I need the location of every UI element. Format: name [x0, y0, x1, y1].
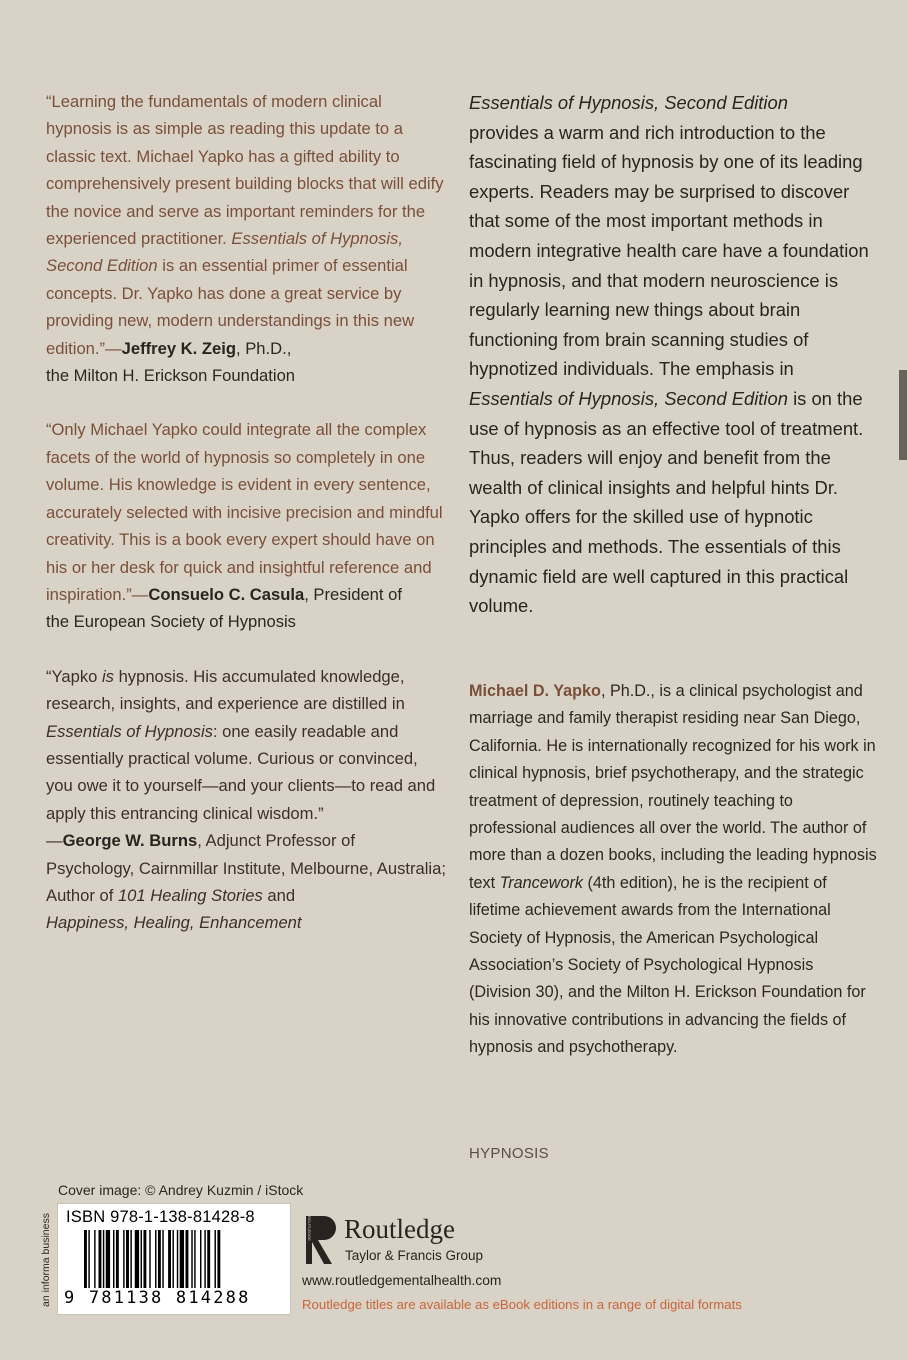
bio-text: (4th edition), he is the recipient of lifetime achievement awards from the International Society of Hypnosis, the American Psychological Association’s Society of Psychological Hypnosis (Division 30), and the Milton H. Erickson Foundation for his innovative contributions in advancing the fields of hypnosis and psychotherapy.: [469, 873, 866, 1057]
quote-affiliation: the European Society of Hypnosis: [46, 612, 296, 632]
quote-author: Jeffrey K. Zeig: [121, 338, 236, 358]
barcode-bar: [194, 1230, 195, 1288]
publisher-name: Routledge: [344, 1214, 455, 1244]
quote-author: George W. Burns: [62, 831, 198, 851]
barcode-bar: [143, 1230, 146, 1288]
barcode-bar: [204, 1230, 205, 1288]
barcode-bar: [103, 1230, 104, 1288]
quote-text: “Only Michael Yapko could integrate all the complex facets of the world of hypnosis so completely in one volume. His knowledge is evident in every sentence, accurately selected with incisive precision and mindful creativity. This is a book every expert should have on his or her desk for quick and insightful reference and inspiration.”—: [46, 420, 443, 604]
barcode-bar: [135, 1230, 139, 1288]
quote-text: and: [262, 885, 296, 905]
informa-label: [38, 1206, 54, 1314]
quote-emphasis: is: [101, 666, 114, 686]
barcode-bar: [94, 1230, 95, 1288]
barcode-bar: [116, 1230, 119, 1288]
bio-text: , Ph.D., is a clinical psychologist and marriage and family therapist residing near San Diego, California. He is internationally recognized for his work in clinical hypnosis, brief psychotherapy, and the strategic treatment of depression, routinely teaching to professional audiences all over the world. The author of more than a dozen books, including the leading hypnosis text: [469, 682, 877, 892]
barcode-box: [57, 1203, 291, 1315]
publisher-logo: [302, 1212, 522, 1270]
description-text: provides a warm and rich introduction to the fascinating field of hypnosis by one of its leading experts. Readers may be surprised to discover that some of the most important methods in modern integrative health care have a foundation in hypnosis, and that modern neuroscience is regularly learning new things about brain functioning from brain scanning studies of hypnotized individuals. The emphasis in: [469, 121, 869, 380]
endorsement-casula: [46, 416, 446, 635]
quote-text: “Learning the fundamentals of modern clinical hypnosis is as simple as reading this update to a classic text. Michael Yapko has a gifted ability to comprehensively present building blocks that will edify the novice and serve as important reminders for the experienced practitioner.: [46, 92, 444, 249]
ebook-note: Routledge titles are available as eBook editions in a range of digital formats: [302, 1297, 742, 1312]
barcode-bar: [162, 1230, 163, 1288]
barcode-bar: [113, 1230, 114, 1288]
quote-text: : one easily readable and essentially practical volume. Curious or convinced, you owe it to yourself—and your clients—to read and apply this entrancing clinical wisdom.”: [46, 721, 436, 823]
quote-dash: —: [46, 831, 63, 851]
quote-book-title: Essentials of Hypnosis, Second Edition: [46, 229, 403, 276]
quote-text: “Yapko: [46, 666, 102, 686]
routledge-mark-icon: [302, 1214, 338, 1268]
barcode-bar: [215, 1230, 216, 1288]
barcode-bar: [123, 1230, 124, 1288]
author-bio: [469, 678, 879, 1062]
page-edge-tab: [899, 370, 907, 460]
barcode-bar: [99, 1230, 102, 1288]
cover-credit: Cover image: © Andrey Kuzmin / iStock: [58, 1182, 304, 1198]
barcode-bar: [207, 1230, 210, 1288]
quote-text: is an essential primer of essential concepts. Dr. Yapko has done a great service by providing new, modern understandings in this new edition.”—: [46, 256, 415, 358]
publisher-url[interactable]: www.routledgementalhealth.com: [302, 1273, 502, 1288]
book-description: [469, 88, 879, 621]
barcode-bar: [106, 1230, 110, 1288]
barcode-bar: [84, 1230, 87, 1288]
barcode-bar: [155, 1230, 156, 1288]
barcode-bar: [177, 1230, 178, 1288]
barcode-bar: [186, 1230, 189, 1288]
quote-author: Consuelo C. Casula: [148, 584, 305, 604]
description-paragraph: [469, 88, 879, 621]
quote-affiliation: the Milton H. Erickson Foundation: [46, 366, 296, 386]
bio-book-title: Trancework: [499, 873, 583, 892]
barcode-icon: [84, 1230, 284, 1288]
description-text: is on the use of hypnosis as an effective tool of treatment. Thus, readers will enjoy and benefit from the wealth of clinical insights and helpful hints Dr. Yapko offers for the skilled use of hypnotic principles and methods. The essentials of this dynamic field are well captured in this practical volume.: [469, 387, 864, 617]
quote-affiliation: , Ph.D.,: [236, 338, 292, 358]
endorsement-zeig: [46, 88, 446, 389]
barcode-bar: [168, 1230, 171, 1288]
informa-text: an informa business: [40, 1213, 52, 1307]
quote-book-title: 101 Healing Stories: [117, 885, 263, 905]
quote-text: hypnosis. His accumulated knowledge, research, insights, and experience are distilled in: [46, 666, 405, 714]
description-book-title: Essentials of Hypnosis, Second Edition: [469, 387, 788, 409]
quote-book-title: Happiness, Healing, Enhancement: [46, 913, 302, 933]
quote-affiliation: , President of: [304, 584, 402, 604]
publisher-group: Taylor & Francis Group: [345, 1248, 484, 1263]
barcode-bar: [88, 1230, 89, 1288]
barcode-bar: [217, 1230, 220, 1288]
subject-category: HYPNOSIS: [469, 1145, 549, 1162]
quote-affiliation: , Adjunct Professor of Psychology, Cairnmillar Institute, Melbourne, Australia; Author of: [46, 831, 446, 905]
barcode-digits: 9 781138 814288: [64, 1288, 251, 1308]
barcode-bar: [149, 1230, 150, 1288]
barcode-bar: [191, 1230, 192, 1288]
quote-book-title: Essentials of Hypnosis: [46, 721, 213, 741]
barcode-bar: [130, 1230, 131, 1288]
barcode-bar: [200, 1230, 201, 1288]
barcode-bar: [172, 1230, 173, 1288]
barcode-bar: [141, 1230, 142, 1288]
logo-vertical-text: ROUTLEDGE: [307, 1216, 312, 1241]
description-book-title: Essentials of Hypnosis, Second Edition: [469, 92, 788, 113]
endorsements-column: [46, 88, 446, 964]
author-name: Michael D. Yapko: [469, 682, 601, 700]
endorsement-burns: [46, 663, 446, 937]
barcode-bar: [180, 1230, 184, 1288]
barcode-bar: [158, 1230, 161, 1288]
isbn-number: ISBN 978-1-138-81428-8: [66, 1208, 255, 1226]
barcode-bar: [126, 1230, 129, 1288]
